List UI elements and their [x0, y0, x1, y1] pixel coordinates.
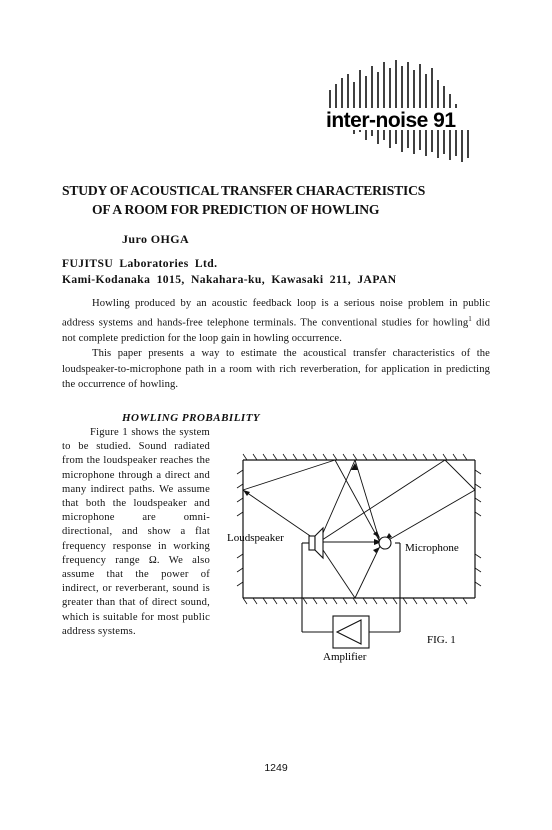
affiliation-line-2: Kami-Kodanaka 1015, Nakahara-ku, Kawasaki 211, JAPAN	[62, 273, 397, 286]
microphone-icon	[379, 537, 391, 549]
page-number: 1249	[264, 762, 288, 774]
loudspeaker-icon	[309, 528, 323, 558]
figure-1-diagram	[225, 450, 495, 670]
title-line-1: STUDY OF ACOUSTICAL TRANSFER CHARACTERISTICS	[62, 183, 426, 198]
logo-text: inter-noise 91	[326, 109, 456, 132]
abstract-p1-text: Howling produced by an acoustic feedback loop is a serious noise problem in public address systems and hands-free telephone terminals. The conventional studies for howling	[62, 298, 490, 329]
amplifier-label: Amplifier	[323, 651, 367, 663]
affiliation	[62, 256, 397, 288]
loudspeaker-label: Loudspeaker	[227, 532, 284, 544]
body-paragraph: Figure 1 shows the system to be studied. Sound radiated from the loudspeaker reaches the microphone through a direct and many indirect paths. We assume that both the loudspeaker and microphone are omni-directional, and show a flat frequency response in working frequency range Ω. We also assume that the power of indirect, or reverberant, sound is greater than that of direct sound, which is suitable for most public address systems.	[62, 427, 210, 637]
amplifier-icon	[333, 616, 369, 648]
abstract	[62, 296, 490, 393]
section-heading: HOWLING PROBABILITY	[122, 412, 261, 424]
abstract-p1-text-end: did not complete prediction for the loop gain in howling occurrence.	[62, 317, 490, 344]
sound-paths	[243, 460, 475, 598]
microphone-label: Microphone	[405, 542, 459, 554]
figure-caption: FIG. 1	[427, 634, 456, 646]
wall-hatching	[237, 454, 481, 604]
inter-noise-logo	[320, 60, 480, 170]
reference-superscript: 1	[468, 314, 472, 323]
abstract-paragraph-2: This paper presents a way to estimate the acoustical transfer characteristics of the loudspeaker-to-microphone path in a room with rich reverberation, for application in predicting the occurrence of howling.	[62, 348, 490, 391]
body-text-column	[62, 426, 210, 639]
affiliation-line-1: FUJITSU Laboratories Ltd.	[62, 257, 218, 270]
title-line-2: OF A ROOM FOR PREDICTION OF HOWLING	[92, 202, 380, 217]
room-walls	[243, 460, 475, 598]
author-name: Juro OHGA	[122, 232, 190, 246]
abstract-paragraph-1	[62, 296, 490, 346]
paper-title	[62, 181, 502, 219]
